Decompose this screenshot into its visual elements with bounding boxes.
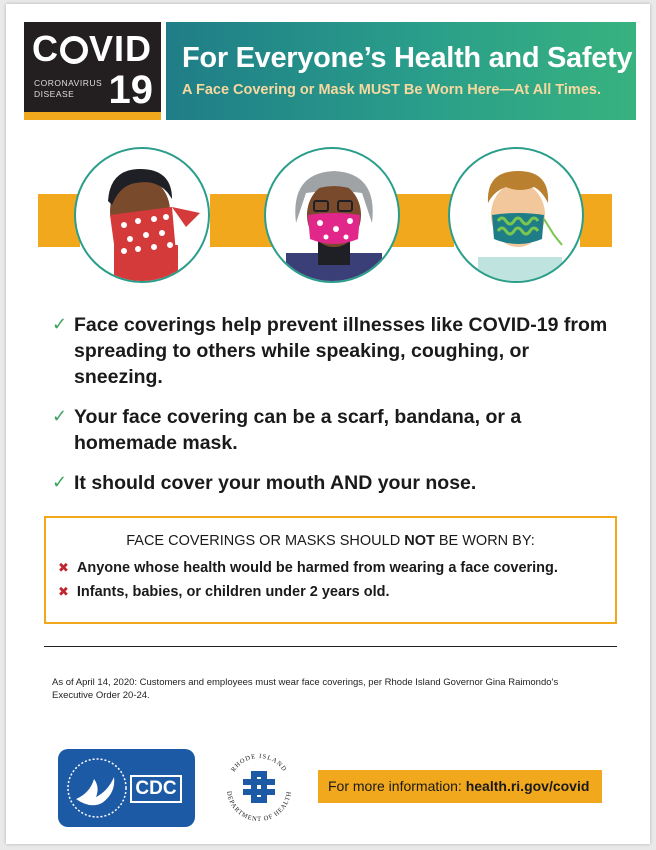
- not-worn-box: [44, 516, 617, 624]
- page-subtitle: A Face Covering or Mask MUST Be Worn Here—At All Times.: [182, 82, 601, 98]
- svg-text:DEPARTMENT OF HEALTH: DEPARTMENT OF HEALTH: [224, 790, 294, 824]
- virus-icon: [60, 36, 88, 64]
- person-bandana-illustration: [74, 147, 210, 283]
- x-icon: ✖: [58, 560, 69, 575]
- covid19-logo: [24, 22, 161, 120]
- divider: [44, 646, 617, 647]
- list-item: ✓ It should cover your mouth AND your nose.: [52, 472, 477, 494]
- check-icon: ✓: [52, 314, 68, 334]
- orange-stripe-right: [580, 194, 612, 247]
- cdc-wordmark: CDC: [130, 775, 182, 803]
- list-item: ✓ Your face covering can be a scarf, bandana, or a homemade mask.: [52, 406, 522, 454]
- check-icon: ✓: [52, 472, 68, 492]
- more-info-banner: For more information: health.ri.gov/covid: [318, 770, 602, 803]
- ri-department-of-health-logo: [218, 746, 300, 828]
- page-title: For Everyone’s Health and Safety: [182, 42, 633, 74]
- header-banner: [166, 22, 636, 120]
- footnote: As of April 14, 2020: Customers and employees must wear face coverings, per Rhode Island Governor Gina Raimondo’s Executive Order 20-24.: [52, 677, 559, 701]
- covid-number: 19: [108, 68, 153, 112]
- poster: [6, 4, 650, 844]
- x-icon: ✖: [58, 584, 69, 599]
- not-worn-title: FACE COVERINGS OR MASKS SHOULD NOT BE WORN BY:: [126, 533, 535, 549]
- covid-wordmark: C VID: [32, 28, 153, 69]
- list-item: ✓ Face coverings help prevent illnesses like COVID-19 from spreading to others while speaking, coughing, or sneezing.: [52, 314, 608, 388]
- list-item: ✖ Anyone whose health would be harmed from wearing a face covering.: [58, 560, 558, 576]
- orange-stripe-mid-1: [210, 194, 272, 247]
- check-icon: ✓: [52, 406, 68, 426]
- info-link[interactable]: health.ri.gov/covid: [465, 778, 590, 794]
- svg-text:RHODE ISLAND: RHODE ISLAND: [229, 752, 289, 774]
- covid-subtitle: CORONAVIRUS DISEASE: [34, 78, 103, 99]
- hhs-cdc-logo: [58, 749, 195, 827]
- bullet-list: [52, 312, 612, 510]
- orange-stripe-mid-2: [392, 194, 454, 247]
- list-item: ✖ Infants, babies, or children under 2 years old.: [58, 584, 390, 600]
- person-patterned-mask-illustration: [448, 147, 584, 283]
- person-floral-mask-illustration: [264, 147, 400, 283]
- hhs-eagle-icon: [62, 753, 132, 823]
